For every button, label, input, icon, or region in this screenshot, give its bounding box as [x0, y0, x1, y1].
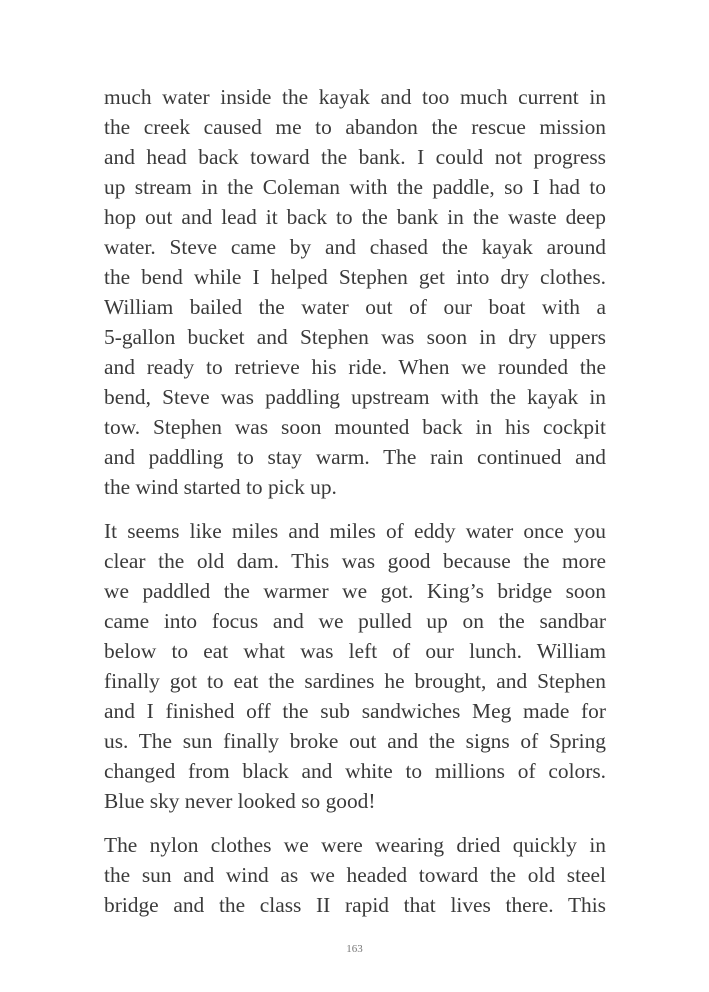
- text-line: up stream in the Coleman with the paddle, so I had to: [104, 175, 606, 199]
- text-line: and paddling to stay warm. The rain continued and: [104, 445, 606, 469]
- text-line: bridge and the class II rapid that lives there. This: [104, 893, 606, 917]
- text-line: and ready to retrieve his ride. When we rounded the: [104, 355, 606, 379]
- text-line: the bend while I helped Stephen get into dry clothes.: [104, 265, 606, 289]
- text-line: and I finished off the sub sandwiches Meg made for: [104, 699, 606, 723]
- text-line: hop out and lead it back to the bank in the waste deep: [104, 205, 606, 229]
- text-line: the creek caused me to abandon the rescue mission: [104, 115, 606, 139]
- text-line: Blue sky never looked so good!: [104, 789, 376, 813]
- text-line: us. The sun finally broke out and the signs of Spring: [104, 729, 606, 753]
- text-line: changed from black and white to millions of colors.: [104, 759, 606, 783]
- text-line: clear the old dam. This was good because the more: [104, 549, 606, 573]
- text-line: tow. Stephen was soon mounted back in his cockpit: [104, 415, 606, 439]
- text-line: below to eat what was left of our lunch. William: [104, 639, 606, 663]
- text-line: 5-gallon bucket and Stephen was soon in dry uppers: [104, 325, 606, 349]
- text-line: finally got to eat the sardines he brought, and Stephen: [104, 669, 606, 693]
- text-line: It seems like miles and miles of eddy water once you: [104, 519, 606, 543]
- text-line: water. Steve came by and chased the kayak around: [104, 235, 606, 259]
- page-number: 163: [346, 943, 363, 955]
- text-line: the wind started to pick up.: [104, 475, 337, 499]
- text-line: and head back toward the bank. I could not progress: [104, 145, 606, 169]
- paragraph-1: [104, 82, 606, 502]
- text-line: bend, Steve was paddling upstream with the kayak in: [104, 385, 606, 409]
- body-text: [104, 82, 606, 934]
- paragraph-3: [104, 830, 606, 920]
- text-line: came into focus and we pulled up on the sandbar: [104, 609, 606, 633]
- text-line: much water inside the kayak and too much current in: [104, 85, 606, 109]
- paragraph-2: [104, 516, 606, 816]
- text-line: we paddled the warmer we got. King’s bridge soon: [104, 579, 606, 603]
- text-line: The nylon clothes we were wearing dried quickly in: [104, 833, 606, 857]
- text-line: the sun and wind as we headed toward the old steel: [104, 863, 606, 887]
- text-line: William bailed the water out of our boat with a: [104, 295, 606, 319]
